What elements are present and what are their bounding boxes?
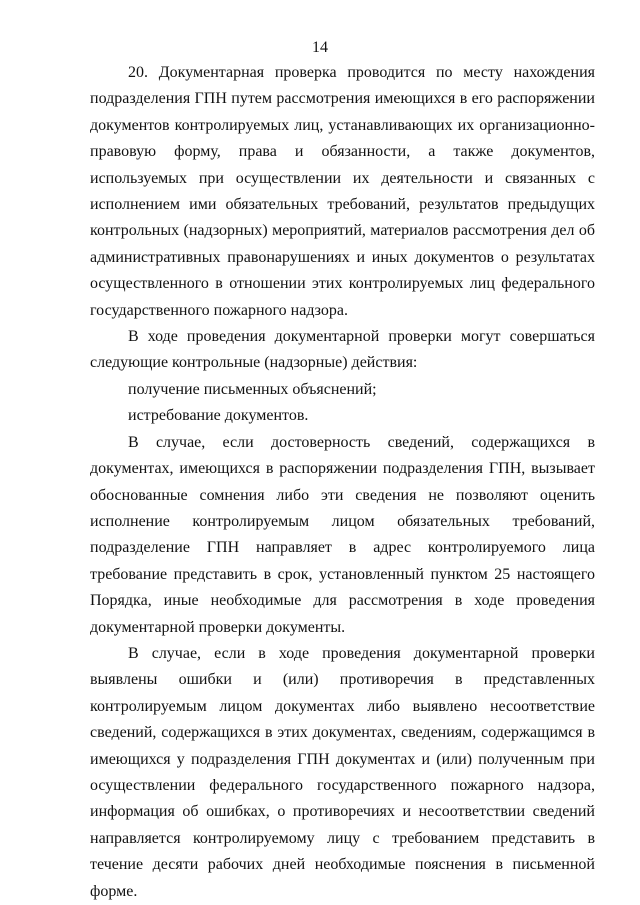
list-item-document-request: истребование документов. (128, 407, 309, 425)
paragraph-control-actions: В ходе проведения документарной проверки могут совершаться следующие контрольные (надзорные) действия: (90, 328, 595, 372)
paragraph-documentary-inspection: 20. Документарная проверка проводится по месту нахождения подразделения ГПН путем рассмотрения имеющихся в его распоряжении документов контролируемых лиц, устанавливающих их организационно-правовую форму, права и обязанности, а также документов, используемых при осуществлении их деятельности и связанных с исполнением ими обязательных требований, результатов предыдущих контрольных (надзорных) мероприятий, материалов рассмотрения дел об административных правонарушениях и иных документов о результатах осуществленного в отношении этих контролируемых лиц федерального государственного пожарного надзора. (90, 64, 595, 319)
document-body (90, 60, 595, 905)
list-item-written-explanations: получение письменных объяснений; (128, 380, 377, 398)
page-number: 14 (312, 39, 328, 56)
paragraph-errors-contradictions: В случае, если в ходе проведения документарной проверки выявлены ошибки и (или) противоречия в представленных контролируемым лицом документах либо выявлено несоответствие сведений, содержащихся в этих документах, сведениям, содержащимся в имеющихся у подразделения ГПН документах и (или) полученным при осуществлении федерального государственного пожарного надзора, информация об ошибках, о противоречиях и несоответствии сведений направляется контролируемому лицу с требованием представить в течение десяти рабочих дней необходимые пояснения в письменной форме. (90, 644, 595, 900)
paragraph-reliability-doubts: В случае, если достоверность сведений, содержащихся в документах, имеющихся в распоряжении подразделения ГПН, вызывает обоснованные сомнения либо эти сведения не позволяют оценить исполнение контролируемым лицом обязательных требований, подразделение ГПН направляет в адрес контролируемого лица требование представить в срок, установленный пунктом 25 настоящего Порядка, иные необходимые для рассмотрения в ходе проведения документарной проверки документы. (90, 433, 595, 636)
